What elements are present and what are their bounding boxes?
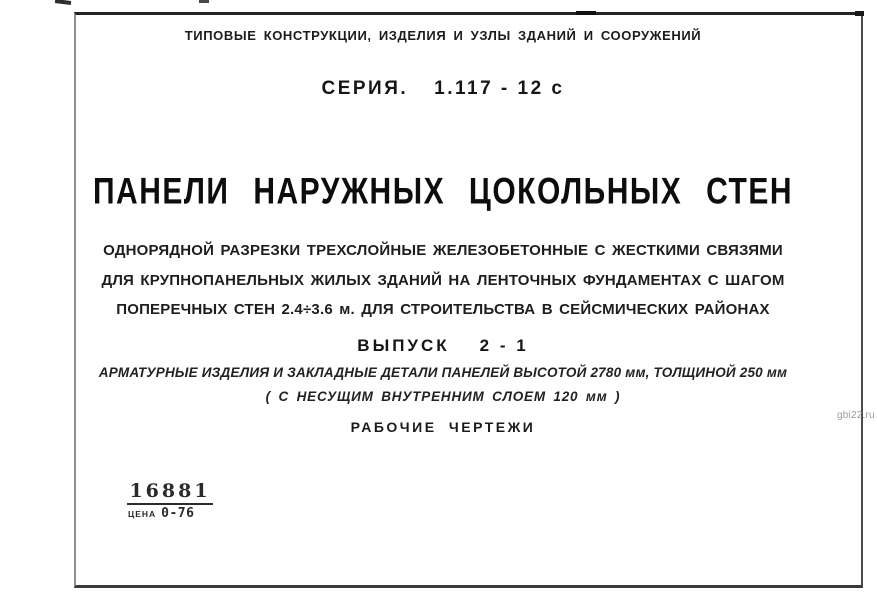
description-line: ОДНОРЯДНОЙ РАЗРЕЗКИ ТРЕХСЛОЙНЫЕ ЖЕЛЕЗОБЕТОННЫЕ С ЖЕСТКИМИ СВЯЗЯМИ bbox=[103, 242, 783, 259]
series-line bbox=[85, 78, 801, 100]
scan-artifact bbox=[55, 0, 71, 5]
series-label: СЕРИЯ. bbox=[321, 78, 409, 99]
scan-artifact bbox=[576, 11, 596, 15]
description-line: ПОПЕРЕЧНЫХ СТЕН 2.4÷3.6 м. ДЛЯ СТРОИТЕЛЬСТВА В СЕЙСМИЧЕСКИХ РАЙОНАХ bbox=[116, 301, 770, 318]
issue-line bbox=[85, 336, 801, 356]
document-category-header: ТИПОВЫЕ КОНСТРУКЦИИ, ИЗДЕЛИЯ И УЗЛЫ ЗДАНИЙ И СООРУЖЕНИЙ bbox=[184, 28, 702, 43]
description-paragraph bbox=[85, 236, 801, 325]
issue-detail-parenthetical: ( С НЕСУЩИМ ВНУТРЕННИМ СЛОЕМ 120 мм ) bbox=[265, 389, 621, 404]
scan-artifact bbox=[855, 11, 864, 16]
site-watermark: gbi22.ru bbox=[837, 410, 875, 421]
issue-detail-line: АРМАТУРНЫЕ ИЗДЕЛИЯ И ЗАКЛАДНЫЕ ДЕТАЛИ ПАНЕЛЕЙ ВЫСОТОЙ 2780 мм, ТОЛЩИНОЙ 250 мм bbox=[98, 365, 788, 380]
issue-label: ВЫПУСК bbox=[357, 336, 450, 355]
price-row bbox=[127, 506, 213, 521]
inventory-price-stamp bbox=[127, 480, 213, 521]
page-title: ПАНЕЛИ НАРУЖНЫХ ЦОКОЛЬНЫХ СТЕН bbox=[92, 172, 793, 213]
inventory-number: 16881 bbox=[127, 480, 213, 505]
working-drawings-label: РАБОЧИЕ ЧЕРТЕЖИ bbox=[350, 419, 536, 435]
description-line: ДЛЯ КРУПНОПАНЕЛЬНЫХ ЖИЛЫХ ЗДАНИЙ НА ЛЕНТОЧНЫХ ФУНДАМЕНТАХ С ШАГОМ bbox=[101, 271, 785, 289]
issue-number: 2 - 1 bbox=[479, 336, 529, 355]
series-number: 1.117 - 12 с bbox=[434, 78, 565, 99]
scan-artifact bbox=[199, 0, 209, 3]
price-label: ЦЕНА bbox=[128, 509, 157, 519]
price-value: 0-76 bbox=[161, 506, 195, 521]
